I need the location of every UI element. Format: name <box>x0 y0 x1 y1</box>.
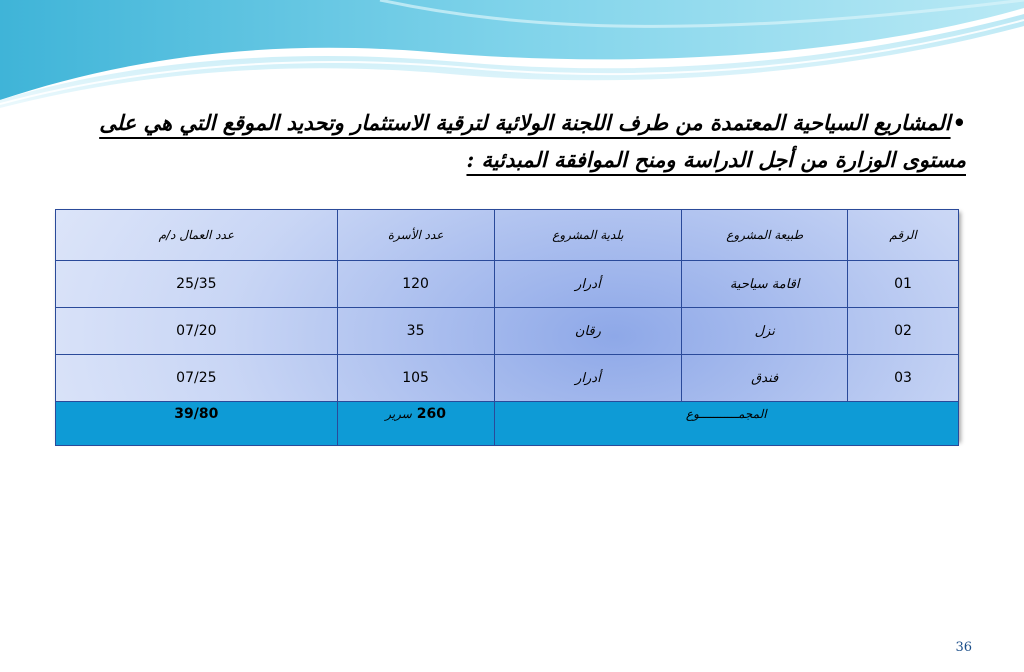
header-cell-project-type: طبيعة المشروع <box>682 210 848 261</box>
bullet-icon: • <box>952 110 966 135</box>
table-header-row <box>56 210 959 261</box>
cell-workers: 07/20 <box>56 308 338 355</box>
cell-workers: 25/35 <box>56 261 338 308</box>
cell-municipality: أدرار <box>494 355 682 402</box>
total-beds-unit: سرير <box>385 407 412 421</box>
total-workers-cell: 39/80 <box>56 402 338 446</box>
total-label-cell <box>494 402 959 446</box>
header-cell-workers: عدد العمال د/م <box>56 210 338 261</box>
cell-workers: 07/25 <box>56 355 338 402</box>
header-cell-beds: عدد الأسرة <box>337 210 494 261</box>
projects-table <box>55 209 959 446</box>
slide-title <box>60 104 966 178</box>
cell-number: 03 <box>848 355 959 402</box>
header-wave-decoration <box>0 0 1024 110</box>
cell-number: 01 <box>848 261 959 308</box>
table-row <box>56 261 959 308</box>
cell-beds: 35 <box>337 308 494 355</box>
table-row <box>56 308 959 355</box>
projects-table-container <box>55 209 959 440</box>
total-beds-cell <box>337 402 494 446</box>
cell-beds: 105 <box>337 355 494 402</box>
table-row <box>56 355 959 402</box>
cell-municipality: رقان <box>494 308 682 355</box>
header-cell-municipality: بلدية المشروع <box>494 210 682 261</box>
cell-municipality: أدرار <box>494 261 682 308</box>
cell-project-type: نزل <box>682 308 848 355</box>
title-line-1: المشاريع السياحية المعتمدة من طرف اللجنة الولائية لترقية الاستثمار وتحديد الموقع التي هي على <box>99 110 951 135</box>
title-line-2: مستوى الوزارة من أجل الدراسة ومنح الموافقة المبدئية : <box>466 147 966 172</box>
cell-project-type: اقامة سياحية <box>682 261 848 308</box>
table-total-row <box>56 402 959 446</box>
cell-beds: 120 <box>337 261 494 308</box>
total-label: المجمـــــــــــوع <box>685 407 767 421</box>
page-number: 36 <box>955 640 972 655</box>
cell-number: 02 <box>848 308 959 355</box>
cell-project-type: فندق <box>682 355 848 402</box>
total-beds-value: 260 <box>416 406 446 422</box>
header-cell-number: الرقم <box>848 210 959 261</box>
